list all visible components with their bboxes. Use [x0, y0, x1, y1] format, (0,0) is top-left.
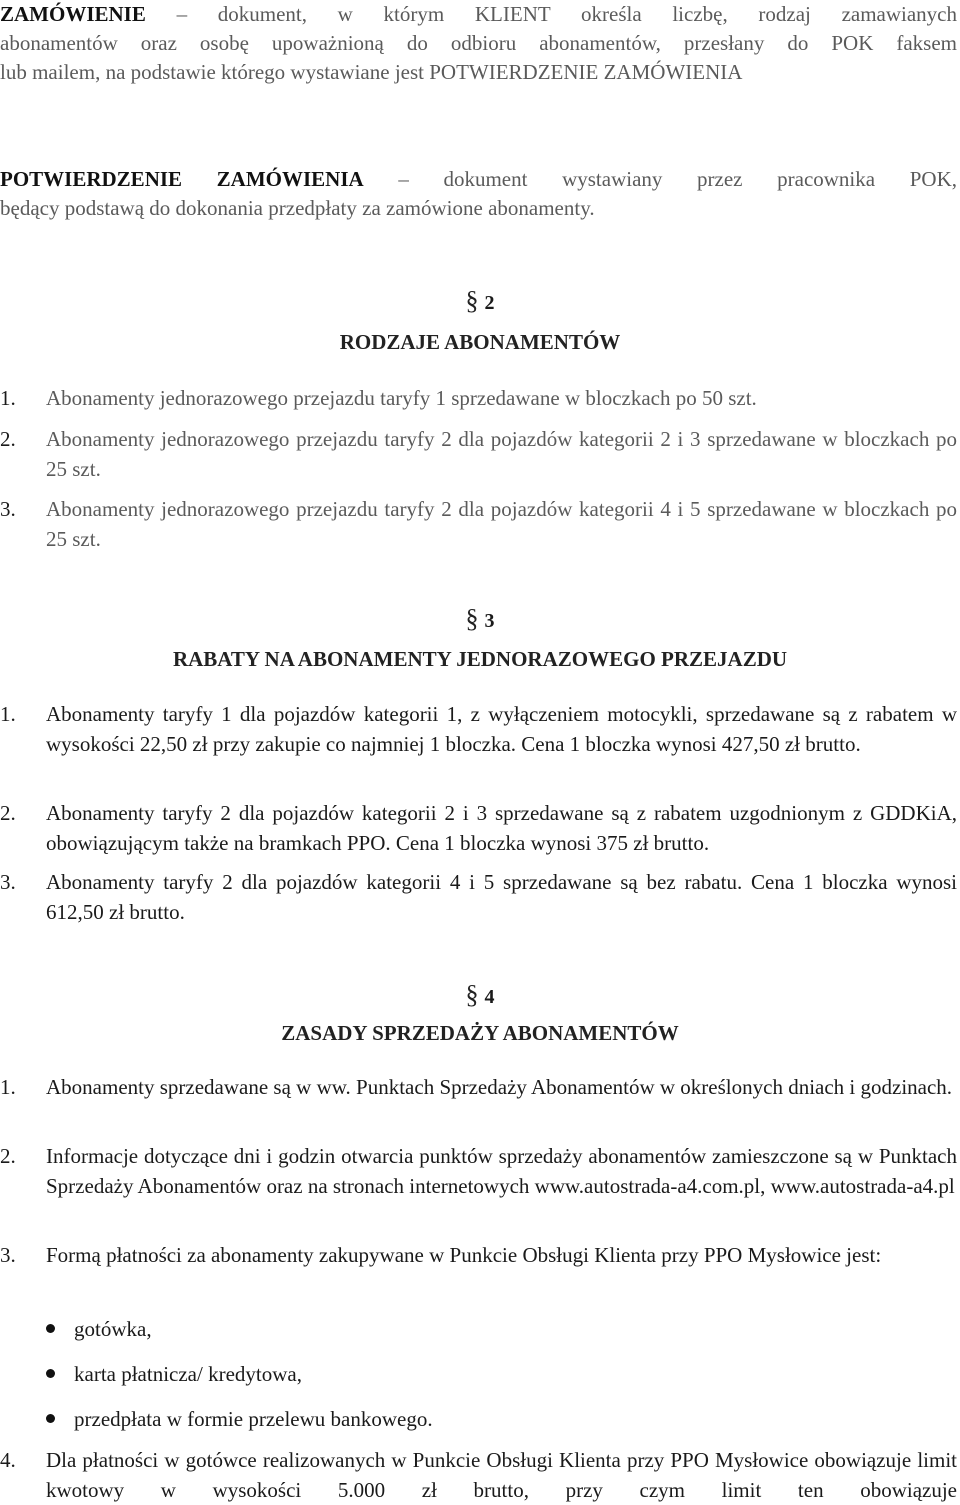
- definition-zamowienie-line1: ZAMÓWIENIE – dokument, w którym KLIENT określa liczbę, rodzaj zamawianych: [0, 2, 958, 26]
- payment-method-item: gotówka,: [46, 1315, 946, 1345]
- definition-zamowienie-line2: abonamentów oraz osobę upoważnioną do odbioru abonamentów, przesłany do POK faksem: [0, 31, 957, 55]
- section-title: RABATY NA ABONAMENTY JEDNORAZOWEGO PRZEJAZDU: [172, 647, 788, 671]
- list-item: 3. Formą płatności za abonamenty zakupywane w Punkcie Obsługi Klienta przy PPO Mysłowice jest:: [0, 1243, 882, 1267]
- definition-potwierdzenie-line1: POTWIERDZENIE ZAMÓWIENIA – dokument wystawiany przez pracownika POK,: [0, 167, 957, 191]
- list-item: 1. Abonamenty jednorazowego przejazdu taryfy 1 sprzedawane w bloczkach po 50 szt.: [0, 386, 757, 410]
- bullet-icon: [46, 1369, 55, 1378]
- list-item: 1. Abonamenty taryfy 1 dla pojazdów kategorii 1, z wyłączeniem motocykli, sprzedawane są z rabatem w wysokości 22,50 zł przy zakupie co najmniej 1 bloczka. Cena 1 bloczka wynosi 427,50 zł brutto.: [0, 702, 957, 756]
- definition-potwierdzenie-line2: będący podstawą do dokonania przedpłaty za zamówione abonamenty.: [0, 196, 595, 220]
- term-zamowienie: ZAMÓWIENIE: [0, 2, 146, 26]
- list-item: 2. Abonamenty taryfy 2 dla pojazdów kategorii 2 i 3 sprzedawane są z rabatem uzgodnionym z GDDKiA, obowiązującym także na bramkach PPO. Cena 1 bloczka wynosi 375 zł brutto.: [0, 801, 957, 855]
- list-item: 4. Dla płatności w gotówce realizowanych w Punkcie Obsługi Klienta przy PPO Mysłowice obowiązuje limit kwotowy w wysokości 5.000 zł brutto, przy czym limit ten obowiązuje: [0, 1448, 957, 1502]
- section-title: RODZAJE ABONAMENTÓW: [339, 330, 621, 354]
- payment-method-item: karta płatnicza/ kredytowa,: [46, 1360, 946, 1390]
- list-item: 2. Abonamenty jednorazowego przejazdu taryfy 2 dla pojazdów kategorii 2 i 3 sprzedawane w bloczkach po 25 szt.: [0, 427, 957, 481]
- bullet-icon: [46, 1324, 55, 1333]
- list-item: 2. Informacje dotyczące dni i godzin otwarcia punktów sprzedaży abonamentów zamieszczone są w Punktach Sprzedaży Abonamentów oraz na stronach internetowych www.autostrada-a4.com.pl, www.autostrada-a4.pl: [0, 1144, 957, 1198]
- bullet-icon: [46, 1414, 55, 1423]
- payment-method-item: przedpłata w formie przelewu bankowego.: [46, 1405, 946, 1435]
- list-item: 3. Abonamenty jednorazowego przejazdu taryfy 2 dla pojazdów kategorii 4 i 5 sprzedawane w bloczkach po 25 szt.: [0, 497, 957, 551]
- list-item: 1. Abonamenty sprzedawane są w ww. Punktach Sprzedaży Abonamentów w określonych dniach i godzinach.: [0, 1075, 953, 1099]
- term-potwierdzenie: POTWIERDZENIE ZAMÓWIENIA: [0, 167, 364, 191]
- section-number: § 3: [465, 604, 495, 633]
- definition-zamowienie-line3: lub mailem, na podstawie którego wystawiane jest POTWIERDZENIE ZAMÓWIENIA: [0, 60, 743, 84]
- section-title: ZASADY SPRZEDAŻY ABONAMENTÓW: [281, 1021, 679, 1045]
- section-number: § 4: [465, 980, 495, 1009]
- section-number: § 2: [465, 286, 495, 315]
- list-item: 3. Abonamenty taryfy 2 dla pojazdów kategorii 4 i 5 sprzedawane są bez rabatu. Cena 1 bloczka wynosi 612,50 zł brutto.: [0, 870, 957, 924]
